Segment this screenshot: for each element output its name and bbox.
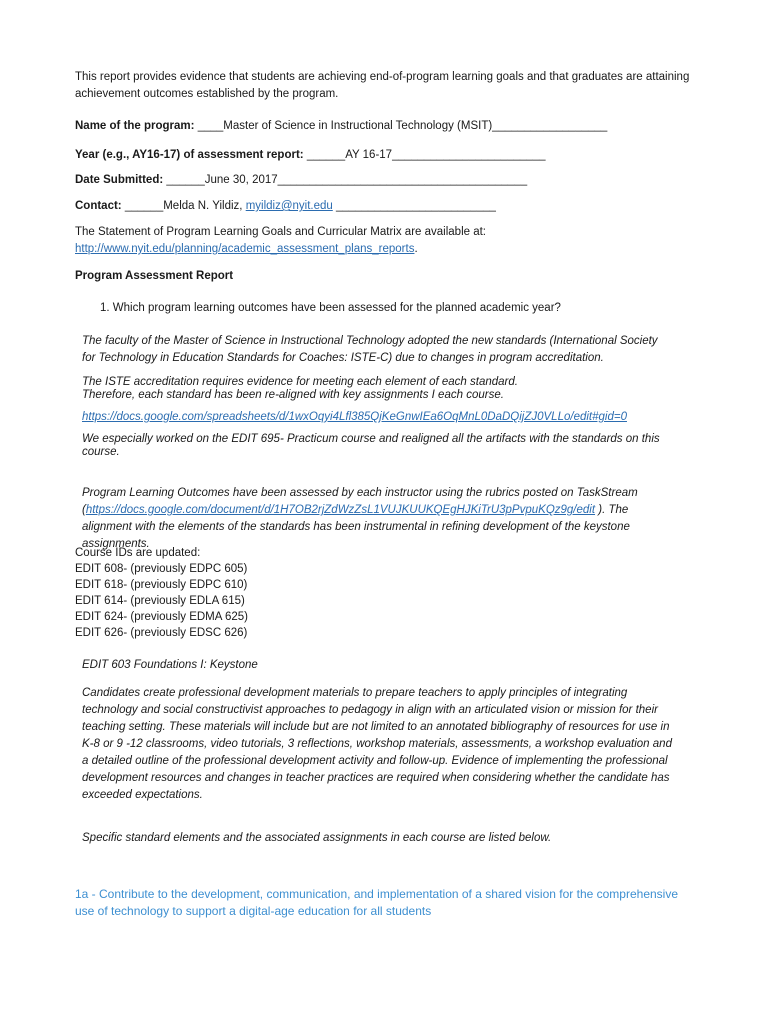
question-text: Which program learning outcomes have been assessed for the planned academic year? [112, 302, 561, 314]
program-name-pre: ____ [197, 120, 224, 132]
program-name-field [75, 118, 695, 135]
contact-pre: ______ [124, 200, 164, 212]
year-field [75, 147, 695, 164]
program-name-label: Name of the program: [75, 120, 195, 132]
statement-paragraph [75, 224, 695, 258]
answer-paragraph-1: The faculty of the Master of Science in Instructional Technology adopted the new standards (International Society for Technology in Education Standards for Coaches: ISTE-C) due to changes in program accreditation. [82, 335, 658, 364]
keystone-title: EDIT 603 Foundations I: Keystone [82, 659, 258, 671]
date-label: Date Submitted: [75, 174, 164, 186]
program-name-post: __________________ [492, 120, 608, 132]
program-name-value: Master of Science in Instructional Technology (MSIT) [223, 120, 493, 132]
date-post: _______________________________________ [277, 174, 528, 186]
statement-end: . [414, 243, 418, 255]
date-submitted-field [75, 172, 695, 189]
answer-p4-start: Program Learning Outcomes have been assessed by each instructor using the rubrics posted on TaskStream ( [82, 487, 638, 516]
course-id-list [75, 545, 695, 641]
year-pre: ______ [306, 149, 346, 161]
contact-email-link[interactable]: myildiz@nyit.edu [245, 200, 333, 212]
answer-paragraph-4 [82, 485, 674, 553]
statement-text: The Statement of Program Learning Goals and Curricular Matrix are available at: [75, 226, 487, 238]
course-list-heading: Course IDs are updated: [75, 547, 201, 559]
list-item: EDIT 608- (previously EDPC 605) [75, 563, 248, 575]
year-post: ________________________ [392, 149, 546, 161]
standard-1a-heading: 1a - Contribute to the development, communication, and implementation of a shared vision for the comprehensive use of technology to support a digital-age education for all students [75, 887, 678, 918]
year-value: AY 16-17 [345, 149, 393, 161]
intro-paragraph: This report provides evidence that students are achieving end-of-program learning goals and that graduates are attaining achievement outcomes established by the program. [75, 71, 690, 100]
taskstream-rubric-link[interactable]: https://docs.google.com/document/d/1H7OB2rjZdWzZsL1VUJKUUKQEgHJKiTrU3pPvpuKQz9g/edit [85, 504, 596, 516]
year-label: Year (e.g., AY16-17) of assessment report: [75, 149, 304, 161]
list-item: EDIT 624- (previously EDMA 625) [75, 611, 248, 623]
question-1 [100, 300, 680, 317]
spreadsheet-link-row [82, 409, 682, 426]
spreadsheet-link[interactable]: https://docs.google.com/spreadsheets/d/1wxOqyi4Lfl385QjKeGnwIEa6OqMnL0DaDQijZJ0VLLo/edit#gid=0 [82, 411, 627, 423]
answer-paragraph-2 [82, 376, 674, 402]
question-number: 1. [100, 302, 110, 314]
specific-standards-note: Specific standard elements and the associated assignments in each course are listed below. [82, 832, 552, 844]
list-item: EDIT 614- (previously EDLA 615) [75, 595, 245, 607]
report-heading: Program Assessment Report [75, 270, 234, 282]
contact-label: Contact: [75, 200, 122, 212]
contact-field [75, 198, 695, 215]
answer-p2-line2: Therefore, each standard has been re-aligned with key assignments I each course. [82, 389, 504, 401]
keystone-description: Candidates create professional development materials to prepare teachers to apply principles of integrating technology and social constructivist approaches to pedagogy in align with an articulated vision or mission for their teaching setting. These materials will include but are not limited to an annotated bibliography of resources for use in K-8 or 9 -12 classrooms, video tutorials, 3 reflections, workshop materials, assessments, a workshop evaluation and a detailed outline of the professional development activity and follow-up. Evidence of implementing the professional development resources and changes in teacher practices are required when considering whether the candidate has exceeded expectations. [82, 687, 672, 801]
assessment-plans-link[interactable]: http://www.nyit.edu/planning/academic_assessment_plans_reports [75, 243, 415, 255]
answer-p4-end: ). The alignment with the elements of the standards has been instrumental in refining development of the keystone assignments. [82, 504, 630, 550]
list-item: EDIT 618- (previously EDPC 610) [75, 579, 248, 591]
list-item: EDIT 626- (previously EDSC 626) [75, 627, 248, 639]
answer-paragraph-3: We especially worked on the EDIT 695- Practicum course and realigned all the artifacts with the standards on this course. [82, 433, 660, 458]
contact-value: Melda N. Yildiz, [163, 200, 243, 212]
answer-p2-line1: The ISTE accreditation requires evidence for meeting each element of each standard. [82, 376, 518, 388]
date-pre: ______ [166, 174, 205, 186]
contact-post: _________________________ [335, 200, 496, 212]
date-value: June 30, 2017 [204, 174, 278, 186]
